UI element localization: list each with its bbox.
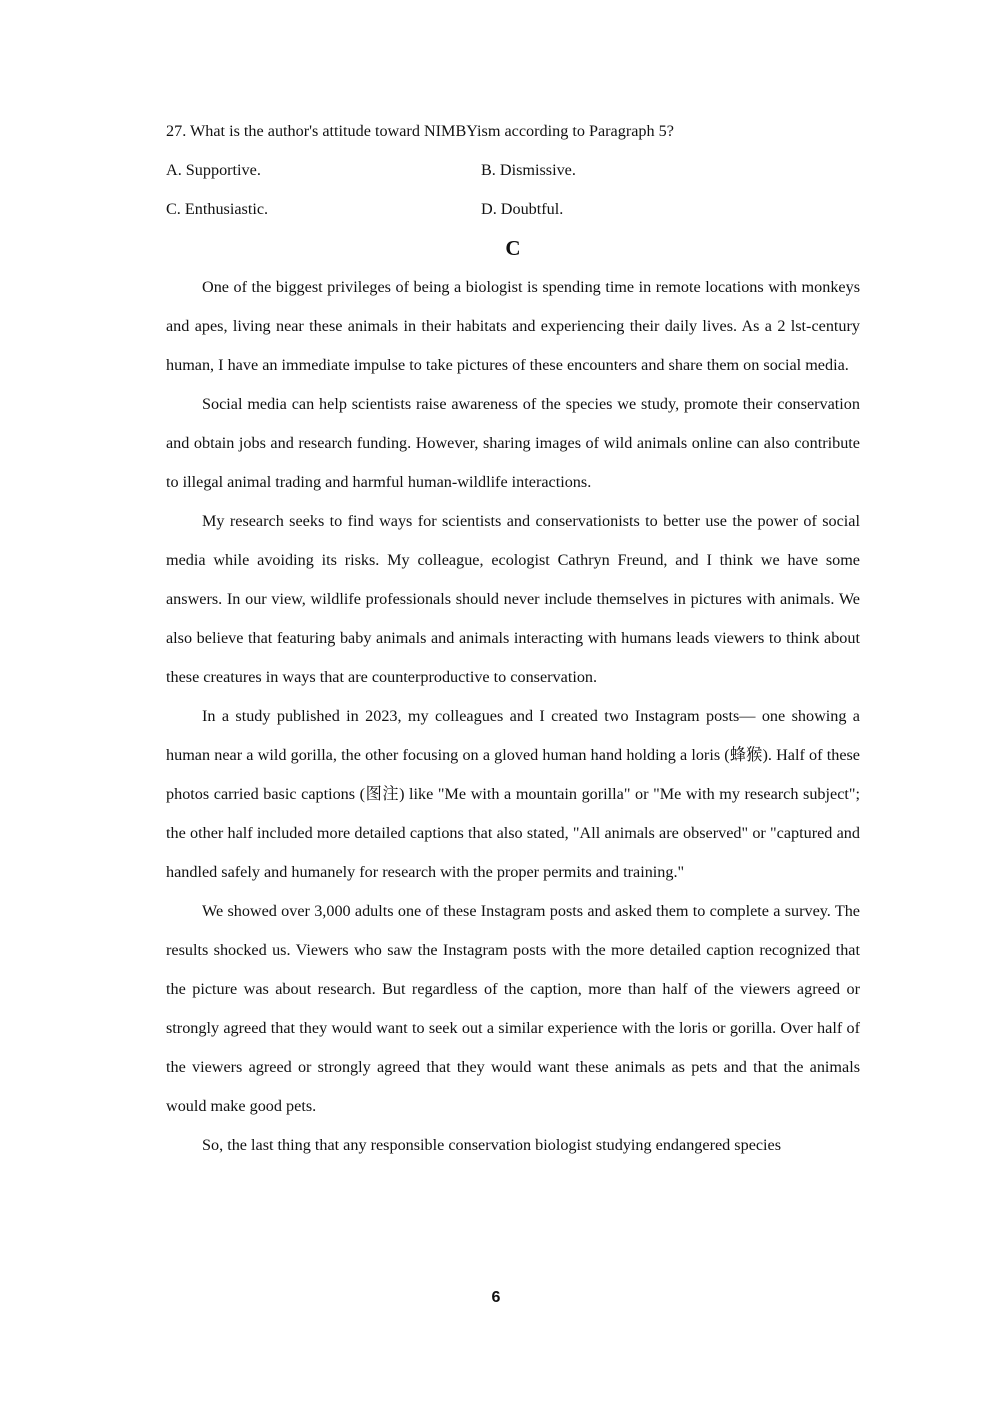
passage-title: C: [505, 236, 521, 260]
option-d: D. Doubtful.: [481, 200, 564, 218]
passage-paragraph-2: Social media can help scientists raise awareness of the species we study, promote their conservation and obtain jobs and research funding. However, sharing images of wild animals online can also contribute to illegal animal trading and harmful human-wildlife interactions.: [166, 395, 860, 491]
passage-paragraph-6: So, the last thing that any responsible conservation biologist studying endangered species: [202, 1136, 782, 1154]
page-content: [166, 112, 860, 1165]
answer-options: [166, 151, 860, 229]
passage-paragraph-5: We showed over 3,000 adults one of these Instagram posts and asked them to complete a survey. The results shocked us. Viewers who saw the Instagram posts with the more detailed caption recognized that the picture was about research. But regardless of the caption, more than half of the viewers agreed or strongly agreed that they would want to seek out a similar experience with the loris or gorilla. Over half of the viewers agreed or strongly agreed that they would want these animals as pets and that the animals would make good pets.: [166, 902, 860, 1115]
passage-paragraph-4: In a study published in 2023, my colleagues and I created two Instagram posts— one showing a human near a wild gorilla, the other focusing on a gloved human hand holding a loris (蜂猴). Half of these photos carried basic captions (图注) like "Me with a mountain gorilla" or "Me with my research subject"; the other half included more detailed captions that also stated, "All animals are observed" or "captured and handled safely and humanely for research with the proper permits and training.": [166, 707, 860, 881]
option-b: B. Dismissive.: [481, 161, 576, 179]
option-a: A. Supportive.: [166, 161, 261, 179]
page-number: 6: [491, 1289, 501, 1306]
question-stem: 27. What is the author's attitude toward NIMBYism according to Paragraph 5?: [166, 122, 674, 140]
option-c: C. Enthusiastic.: [166, 200, 269, 218]
passage-paragraph-1: One of the biggest privileges of being a biologist is spending time in remote locations with monkeys and apes, living near these animals in their habitats and experiencing their daily lives. As a 2 lst-century human, I have an immediate impulse to take pictures of these encounters and share them on social media.: [166, 278, 860, 374]
passage-paragraph-3: My research seeks to find ways for scientists and conservationists to better use the power of social media while avoiding its risks. My colleague, ecologist Cathryn Freund, and I think we have some answers. In our view, wildlife professionals should never include themselves in pictures with animals. We also believe that featuring baby animals and animals interacting with humans leads viewers to think about these creatures in ways that are counterproductive to conservation.: [166, 512, 860, 686]
